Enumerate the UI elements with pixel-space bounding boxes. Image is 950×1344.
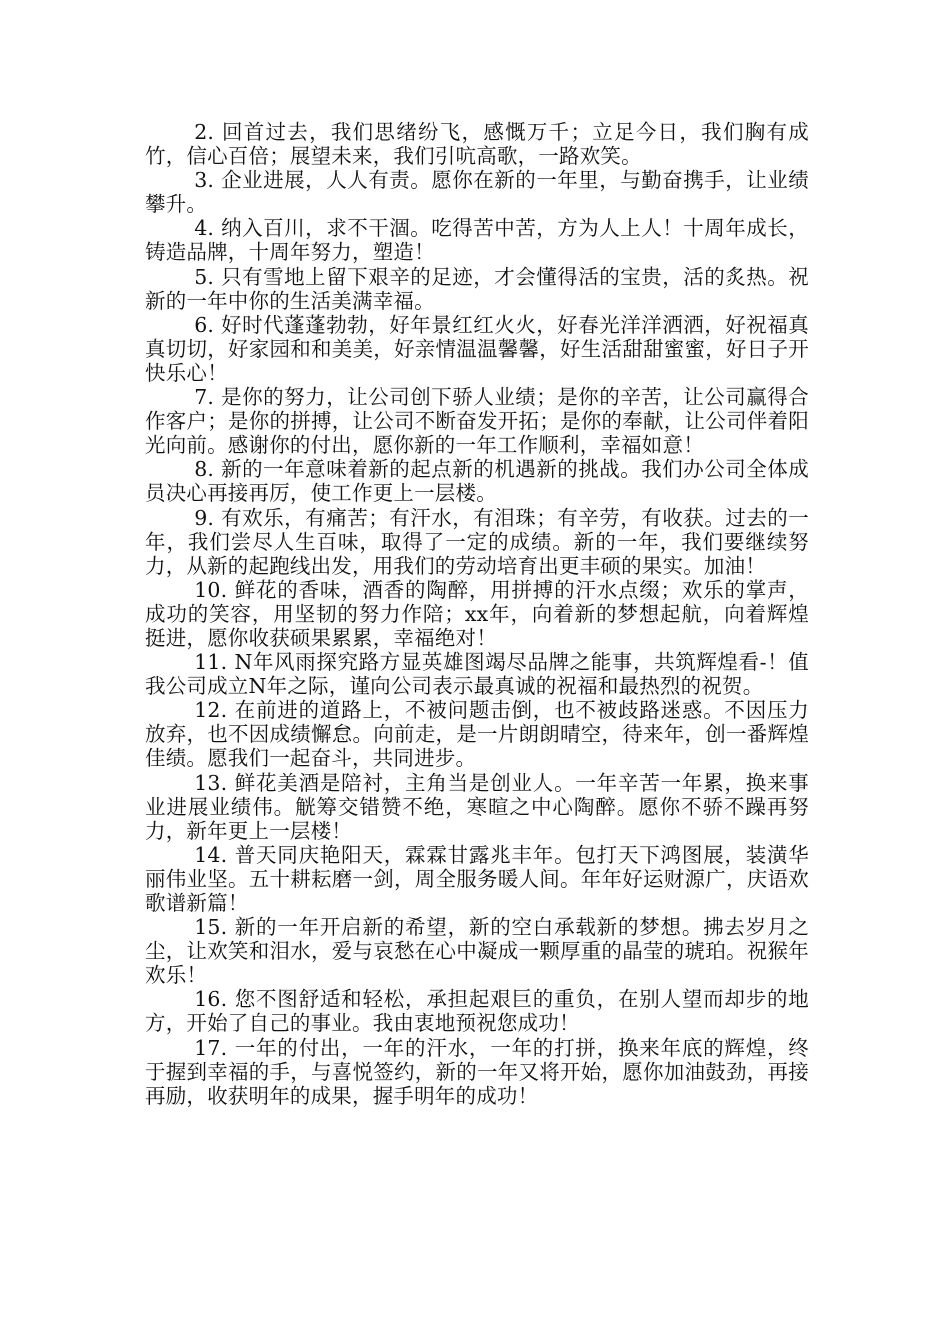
paragraph-17: 17. 一年的付出，一年的汗水，一年的打拼，换来年底的辉煌，终于握到幸福的手，与喜悦签约，新的一年又将开始，愿你加油鼓劲，再接再励，收获明年的成果，握手明年的成功！ (145, 1035, 809, 1108)
paragraph-8: 8. 新的一年意味着新的起点新的机遇新的挑战。我们办公司全体成员决心再接再厉，使工作更上一层楼。 (145, 457, 809, 506)
paragraph-11: 11. N年风雨探究路方显英雄图竭尽品牌之能事，共筑辉煌看-！值我公司成立N年之际，谨向公司表示最真诚的祝福和最热烈的祝贺。 (145, 650, 809, 699)
paragraph-5: 5. 只有雪地上留下艰辛的足迹，才会懂得活的宝贵，活的炙热。祝新的一年中你的生活美满幸福。 (145, 264, 809, 313)
document-body (145, 120, 809, 1108)
paragraph-3: 3. 企业进展，人人有责。愿你在新的一年里，与勤奋携手，让业绩攀升。 (145, 168, 809, 217)
paragraph-16: 16. 您不图舒适和轻松，承担起艰巨的重负，在别人望而却步的地方，开始了自己的事业。我由衷地预祝您成功！ (145, 987, 809, 1036)
paragraph-10: 10. 鲜花的香味，酒香的陶醉，用拼搏的汗水点缀；欢乐的掌声，成功的笑容，用坚韧的努力作陪；xx年，向着新的梦想起航，向着辉煌挺进，愿你收获硕果累累，幸福绝对！ (145, 577, 809, 650)
paragraph-9: 9. 有欢乐，有痛苦；有汗水，有泪珠；有辛劳，有收获。过去的一年，我们尝尽人生百味，取得了一定的成绩。新的一年，我们要继续努力，从新的起跑线出发，用我们的劳动培育出更丰硕的果实。加油！ (145, 505, 809, 578)
paragraph-6: 6. 好时代蓬蓬勃勃，好年景红红火火，好春光洋洋洒洒，好祝福真真切切，好家园和和美美，好亲情温温馨馨，好生活甜甜蜜蜜，好日子开快乐心！ (145, 312, 809, 385)
paragraph-4: 4. 纳入百川，求不干涸。吃得苦中苦，方为人上人！十周年成长，铸造品牌，十周年努力，塑造！ (145, 216, 809, 265)
paragraph-14: 14. 普天同庆艳阳天，霖霖甘露兆丰年。包打天下鸿图展，装潢华丽伟业坚。五十耕耘磨一剑，周全服务暖人间。年年好运财源广，庆语欢歌谱新篇！ (145, 842, 809, 915)
paragraph-12: 12. 在前进的道路上，不被问题击倒，也不被歧路迷惑。不因压力放弃，也不因成绩懈怠。向前走，是一片朗朗晴空，待来年，创一番辉煌佳绩。愿我们一起奋斗，共同进步。 (145, 698, 809, 771)
paragraph-13: 13. 鲜花美酒是陪衬，主角当是创业人。一年辛苦一年累，换来事业进展业绩伟。觥筹交错赞不绝，寒暄之中心陶醉。愿你不骄不躁再努力，新年更上一层楼！ (145, 770, 809, 843)
paragraph-2: 2. 回首过去，我们思绪纷飞，感慨万千；立足今日，我们胸有成竹，信心百倍；展望未来，我们引吭高歌，一路欢笑。 (145, 120, 809, 169)
paragraph-7: 7. 是你的努力，让公司创下骄人业绩；是你的辛苦，让公司赢得合作客户；是你的拼搏，让公司不断奋发开拓；是你的奉献，让公司伴着阳光向前。感谢你的付出，愿你新的一年工作顺利，幸福如意！ (145, 385, 809, 458)
paragraph-15: 15. 新的一年开启新的希望，新的空白承载新的梦想。拂去岁月之尘，让欢笑和泪水，爱与哀愁在心中凝成一颗厚重的晶莹的琥珀。祝猴年欢乐！ (145, 915, 809, 988)
